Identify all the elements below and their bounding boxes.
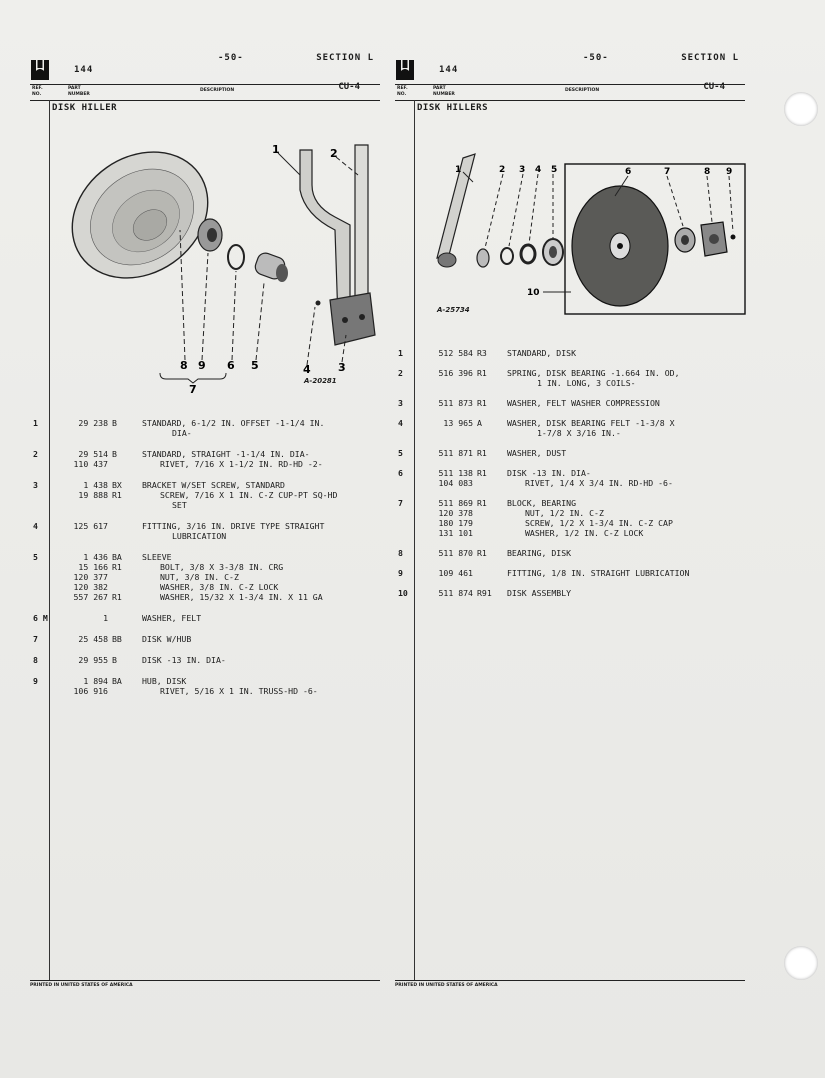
ref-number: 8 — [398, 548, 403, 558]
section-label: SECTION L — [681, 53, 739, 63]
figure-code: A-25734 — [437, 306, 470, 314]
part-number — [417, 468, 499, 478]
part-number — [52, 592, 134, 602]
part-number — [417, 348, 499, 358]
part-number-suffix: BB — [112, 634, 122, 644]
description-line: DISK W/HUB — [142, 634, 192, 644]
footer-rule — [30, 980, 380, 981]
description-line: DISK -13 IN. DIA- — [142, 655, 226, 665]
description-line: RIVET, 5/16 X 1 IN. TRUSS-HD -6- — [160, 686, 318, 696]
description-line: RIVET, 7/16 X 1-1/2 IN. RD-HD -2- — [160, 459, 323, 469]
description-cell — [507, 468, 673, 488]
part-number-suffix: BX — [112, 480, 122, 490]
group-title: DISK HILLER — [52, 103, 118, 113]
binder-hole — [784, 92, 818, 126]
dash-page-number: -50- — [583, 53, 609, 63]
part-number-cell — [417, 448, 499, 458]
part-number-suffix: B — [112, 418, 117, 428]
ref-number: 2 — [398, 368, 403, 378]
callout-8: 8 — [704, 167, 711, 177]
description-line: WASHER, FELT — [142, 613, 202, 623]
description-line: DISK ASSEMBLY — [507, 588, 572, 598]
description-line: BRACKET W/SET SCREW, STANDARD — [142, 480, 285, 490]
part-number-value: 120 377 — [73, 572, 108, 582]
description-cell — [507, 348, 576, 358]
part-number — [417, 418, 499, 428]
ref-number: 6 M — [33, 613, 48, 623]
part-number-cell — [417, 498, 499, 538]
part-number — [52, 562, 134, 572]
part-number-value: 106 916 — [73, 686, 108, 696]
description-line: NUT, 3/8 IN. C-Z — [160, 572, 239, 582]
page-number: 144 — [439, 65, 459, 75]
part-number-suffix: R1 — [477, 498, 487, 508]
description-line: DIA- — [172, 428, 192, 438]
part-number-cell — [52, 552, 134, 602]
description-line: WASHER, 15/32 X 1-3/4 IN. X 11 GA — [160, 592, 323, 602]
part-number — [417, 588, 499, 598]
part-number-suffix: A — [477, 418, 482, 428]
callout-9: 9 — [198, 359, 206, 372]
part-number — [52, 572, 134, 582]
callout-5: 5 — [551, 165, 558, 175]
part-number-cell — [417, 348, 499, 358]
part-number-cell — [52, 676, 134, 696]
part-number-cell — [417, 548, 499, 558]
header-bottom-rule — [395, 100, 745, 101]
part-number-suffix: BA — [112, 676, 122, 686]
footer-text: PRINTED IN UNITED STATES OF AMERICA — [395, 983, 498, 988]
part-number-cell — [417, 468, 499, 488]
dash-page-number: -50- — [218, 53, 244, 63]
ref-number: 2 — [33, 449, 38, 459]
part-number-value: 29 955 — [78, 655, 108, 665]
catalog-code: CU-4 — [338, 82, 360, 92]
part-number-cell — [417, 568, 499, 578]
part-number — [417, 478, 499, 488]
callout-2: 2 — [330, 147, 338, 160]
ref-number: 4 — [398, 418, 403, 428]
part-number-value: 19 888 — [78, 490, 108, 500]
part-number — [52, 676, 134, 686]
header-bottom-rule — [30, 100, 380, 101]
description-line: WASHER, 3/8 IN. C-Z LOCK — [160, 582, 279, 592]
description-line: WASHER, FELT WASHER COMPRESSION — [507, 398, 660, 408]
section-label: SECTION L — [316, 53, 374, 63]
ref-number: 7 — [33, 634, 38, 644]
part-number-cell — [52, 655, 134, 665]
ih-logo-icon — [30, 60, 50, 80]
description-cell — [142, 552, 323, 602]
catalog-code: CU-4 — [703, 82, 725, 92]
part-number-value: 15 166 — [78, 562, 108, 572]
part-number-value: 13 965 — [443, 418, 473, 428]
description-line: STANDARD, DISK — [507, 348, 577, 358]
part-number-suffix: R1 — [477, 398, 487, 408]
ref-number: 7 — [398, 498, 403, 508]
part-number-cell — [52, 613, 134, 623]
part-number-value: 180 179 — [438, 518, 473, 528]
description-line: SCREW, 7/16 X 1 IN. C-Z CUP-PT SQ-HD — [160, 490, 338, 500]
description-cell — [142, 480, 337, 510]
part-number-value: 131 101 — [438, 528, 473, 538]
part-number — [52, 582, 134, 592]
part-number-value: 120 378 — [438, 508, 473, 518]
part-number-suffix: R1 — [112, 592, 122, 602]
description-cell — [142, 676, 318, 696]
part-number-cell — [417, 588, 499, 598]
description-cell — [507, 398, 660, 408]
part-number-value: 511 870 — [438, 548, 473, 558]
part-number — [52, 634, 134, 644]
description-cell — [142, 655, 226, 665]
part-number-value: 29 238 — [78, 418, 108, 428]
ref-number: 8 — [33, 655, 38, 665]
ref-no-header: REF. NO. — [397, 86, 408, 97]
description-line: WASHER, DUST — [507, 448, 567, 458]
figure-code: A-20281 — [304, 377, 337, 385]
part-number-suffix: B — [112, 655, 117, 665]
ref-no-header: REF. NO. — [32, 86, 43, 97]
description-cell — [142, 613, 201, 623]
callout-8: 8 — [180, 359, 188, 372]
part-number-value: 25 458 — [78, 634, 108, 644]
part-number-value: 511 874 — [438, 588, 473, 598]
callout-5: 5 — [251, 359, 259, 372]
header-rule — [395, 84, 745, 85]
description-line: SET — [172, 500, 187, 510]
ih-logo-icon — [395, 60, 415, 80]
part-number-header: PART NUMBER — [68, 86, 90, 97]
callout-4: 4 — [535, 165, 542, 175]
part-number-value: 125 617 — [73, 521, 108, 531]
description-line: 1-7/8 X 3/16 IN.- — [537, 428, 621, 438]
part-number-value: 512 584 — [438, 348, 473, 358]
description-cell — [507, 588, 571, 598]
ref-number: 1 — [398, 348, 403, 358]
description-line: LUBRICATION — [172, 531, 227, 541]
page-number: 144 — [74, 65, 94, 75]
part-number — [417, 518, 499, 528]
part-number-value: 104 083 — [438, 478, 473, 488]
callout-6: 6 — [625, 167, 632, 177]
part-number-value: 511 138 — [438, 468, 473, 478]
description-line: BOLT, 3/8 X 3-3/8 IN. CRG — [160, 562, 284, 572]
part-number-cell — [417, 418, 499, 428]
disk-hiller-illustration — [50, 125, 380, 395]
part-number-value: 1 — [103, 613, 108, 623]
part-number-cell — [417, 398, 499, 408]
part-number-suffix: BA — [112, 552, 122, 562]
description-line: SPRING, DISK BEARING -1.664 IN. OD, — [507, 368, 680, 378]
ref-number: 5 — [398, 448, 403, 458]
callout-7: 7 — [664, 167, 671, 177]
part-number-value: 1 894 — [83, 676, 108, 686]
description-line: BLOCK, BEARING — [507, 498, 577, 508]
part-number — [52, 490, 134, 500]
part-number-suffix: R1 — [477, 368, 487, 378]
description-header: DESCRIPTION — [565, 88, 600, 93]
ref-number: 1 — [33, 418, 38, 428]
part-number-suffix: B — [112, 449, 117, 459]
callout-7: 7 — [189, 383, 197, 395]
part-number-value: 110 437 — [73, 459, 108, 469]
description-cell — [142, 521, 324, 541]
part-number-value: 511 871 — [438, 448, 473, 458]
part-number-value: 1 436 — [83, 552, 108, 562]
part-number-suffix: R1 — [112, 562, 122, 572]
description-line: SCREW, 1/2 X 1-3/4 IN. C-Z CAP — [525, 518, 673, 528]
right-header — [395, 52, 745, 100]
description-cell — [507, 568, 689, 578]
part-number — [417, 528, 499, 538]
ref-number: 5 — [33, 552, 38, 562]
part-number-cell — [52, 521, 134, 531]
part-number — [417, 508, 499, 518]
description-line: STANDARD, STRAIGHT -1-1/4 IN. DIA- — [142, 449, 310, 459]
part-number-suffix: R1 — [112, 490, 122, 500]
part-number-value: 1 438 — [83, 480, 108, 490]
description-cell — [507, 418, 675, 438]
part-number — [52, 655, 134, 665]
callout-1: 1 — [272, 143, 280, 156]
part-number-header: PART NUMBER — [433, 86, 455, 97]
part-number-suffix: R1 — [477, 468, 487, 478]
description-line: 1 IN. LONG, 3 COILS- — [537, 378, 636, 388]
callout-3: 3 — [338, 361, 346, 374]
callout-2: 2 — [499, 165, 506, 175]
callout-1: 1 — [455, 165, 462, 175]
group-title: DISK HILLERS — [417, 103, 489, 113]
part-number-value: 511 869 — [438, 498, 473, 508]
part-number-value: 557 267 — [73, 592, 108, 602]
description-cell — [507, 498, 673, 538]
description-line: WASHER, DISK BEARING FELT -1-3/8 X — [507, 418, 675, 428]
part-number-cell — [52, 634, 134, 644]
footer-rule — [395, 980, 745, 981]
binder-hole — [784, 946, 818, 980]
footer-text: PRINTED IN UNITED STATES OF AMERICA — [30, 983, 133, 988]
part-number — [52, 459, 134, 469]
part-number-value: 109 461 — [438, 568, 473, 578]
description-line: FITTING, 1/8 IN. STRAIGHT LUBRICATION — [507, 568, 690, 578]
part-number-cell — [52, 449, 134, 469]
part-number — [52, 686, 134, 696]
part-number — [417, 568, 499, 578]
ref-number: 4 — [33, 521, 38, 531]
description-line: DISK -13 IN. DIA- — [507, 468, 591, 478]
description-cell — [142, 449, 323, 469]
part-number-cell — [52, 480, 134, 500]
header-rule — [30, 84, 380, 85]
part-number — [52, 552, 134, 562]
description-cell — [507, 548, 571, 558]
part-number-suffix: R91 — [477, 588, 492, 598]
description-cell — [507, 368, 680, 388]
description-line: NUT, 1/2 IN. C-Z — [525, 508, 604, 518]
part-number — [52, 613, 134, 623]
part-number — [417, 548, 499, 558]
part-number-suffix: R3 — [477, 348, 487, 358]
description-line: STANDARD, 6-1/2 IN. OFFSET -1-1/4 IN. — [142, 418, 325, 428]
part-number-cell — [417, 368, 499, 378]
part-number — [417, 448, 499, 458]
description-line: RIVET, 1/4 X 3/4 IN. RD-HD -6- — [525, 478, 673, 488]
ref-number: 9 — [398, 568, 403, 578]
part-number — [417, 398, 499, 408]
callout-10: 10 — [527, 288, 540, 298]
part-number — [52, 449, 134, 459]
ref-number: 3 — [398, 398, 403, 408]
description-line: WASHER, 1/2 IN. C-Z LOCK — [525, 528, 644, 538]
callout-4: 4 — [303, 363, 311, 376]
left-header — [30, 52, 380, 100]
ref-number: 10 — [398, 588, 408, 598]
description-line: HUB, DISK — [142, 676, 187, 686]
part-number — [52, 521, 134, 531]
description-header: DESCRIPTION — [200, 88, 235, 93]
disk-hillers-illustration — [415, 140, 750, 320]
description-line: FITTING, 3/16 IN. DRIVE TYPE STRAIGHT — [142, 521, 325, 531]
part-number-suffix: R1 — [477, 548, 487, 558]
description-cell — [142, 634, 191, 644]
description-line: SLEEVE — [142, 552, 172, 562]
part-number — [417, 368, 499, 378]
ref-number: 6 — [398, 468, 403, 478]
description-cell — [142, 418, 324, 438]
part-number — [52, 480, 134, 490]
part-number-value: 29 514 — [78, 449, 108, 459]
callout-9: 9 — [726, 167, 733, 177]
ref-number: 9 — [33, 676, 38, 686]
description-line: BEARING, DISK — [507, 548, 572, 558]
part-number-suffix: R1 — [477, 448, 487, 458]
ref-number: 3 — [33, 480, 38, 490]
part-number — [52, 418, 134, 428]
part-number-value: 516 396 — [438, 368, 473, 378]
part-number — [417, 498, 499, 508]
part-number-cell — [52, 418, 134, 428]
callout-3: 3 — [519, 165, 526, 175]
part-number-value: 511 873 — [438, 398, 473, 408]
callout-6: 6 — [227, 359, 235, 372]
part-number-value: 120 382 — [73, 582, 108, 592]
description-cell — [507, 448, 566, 458]
